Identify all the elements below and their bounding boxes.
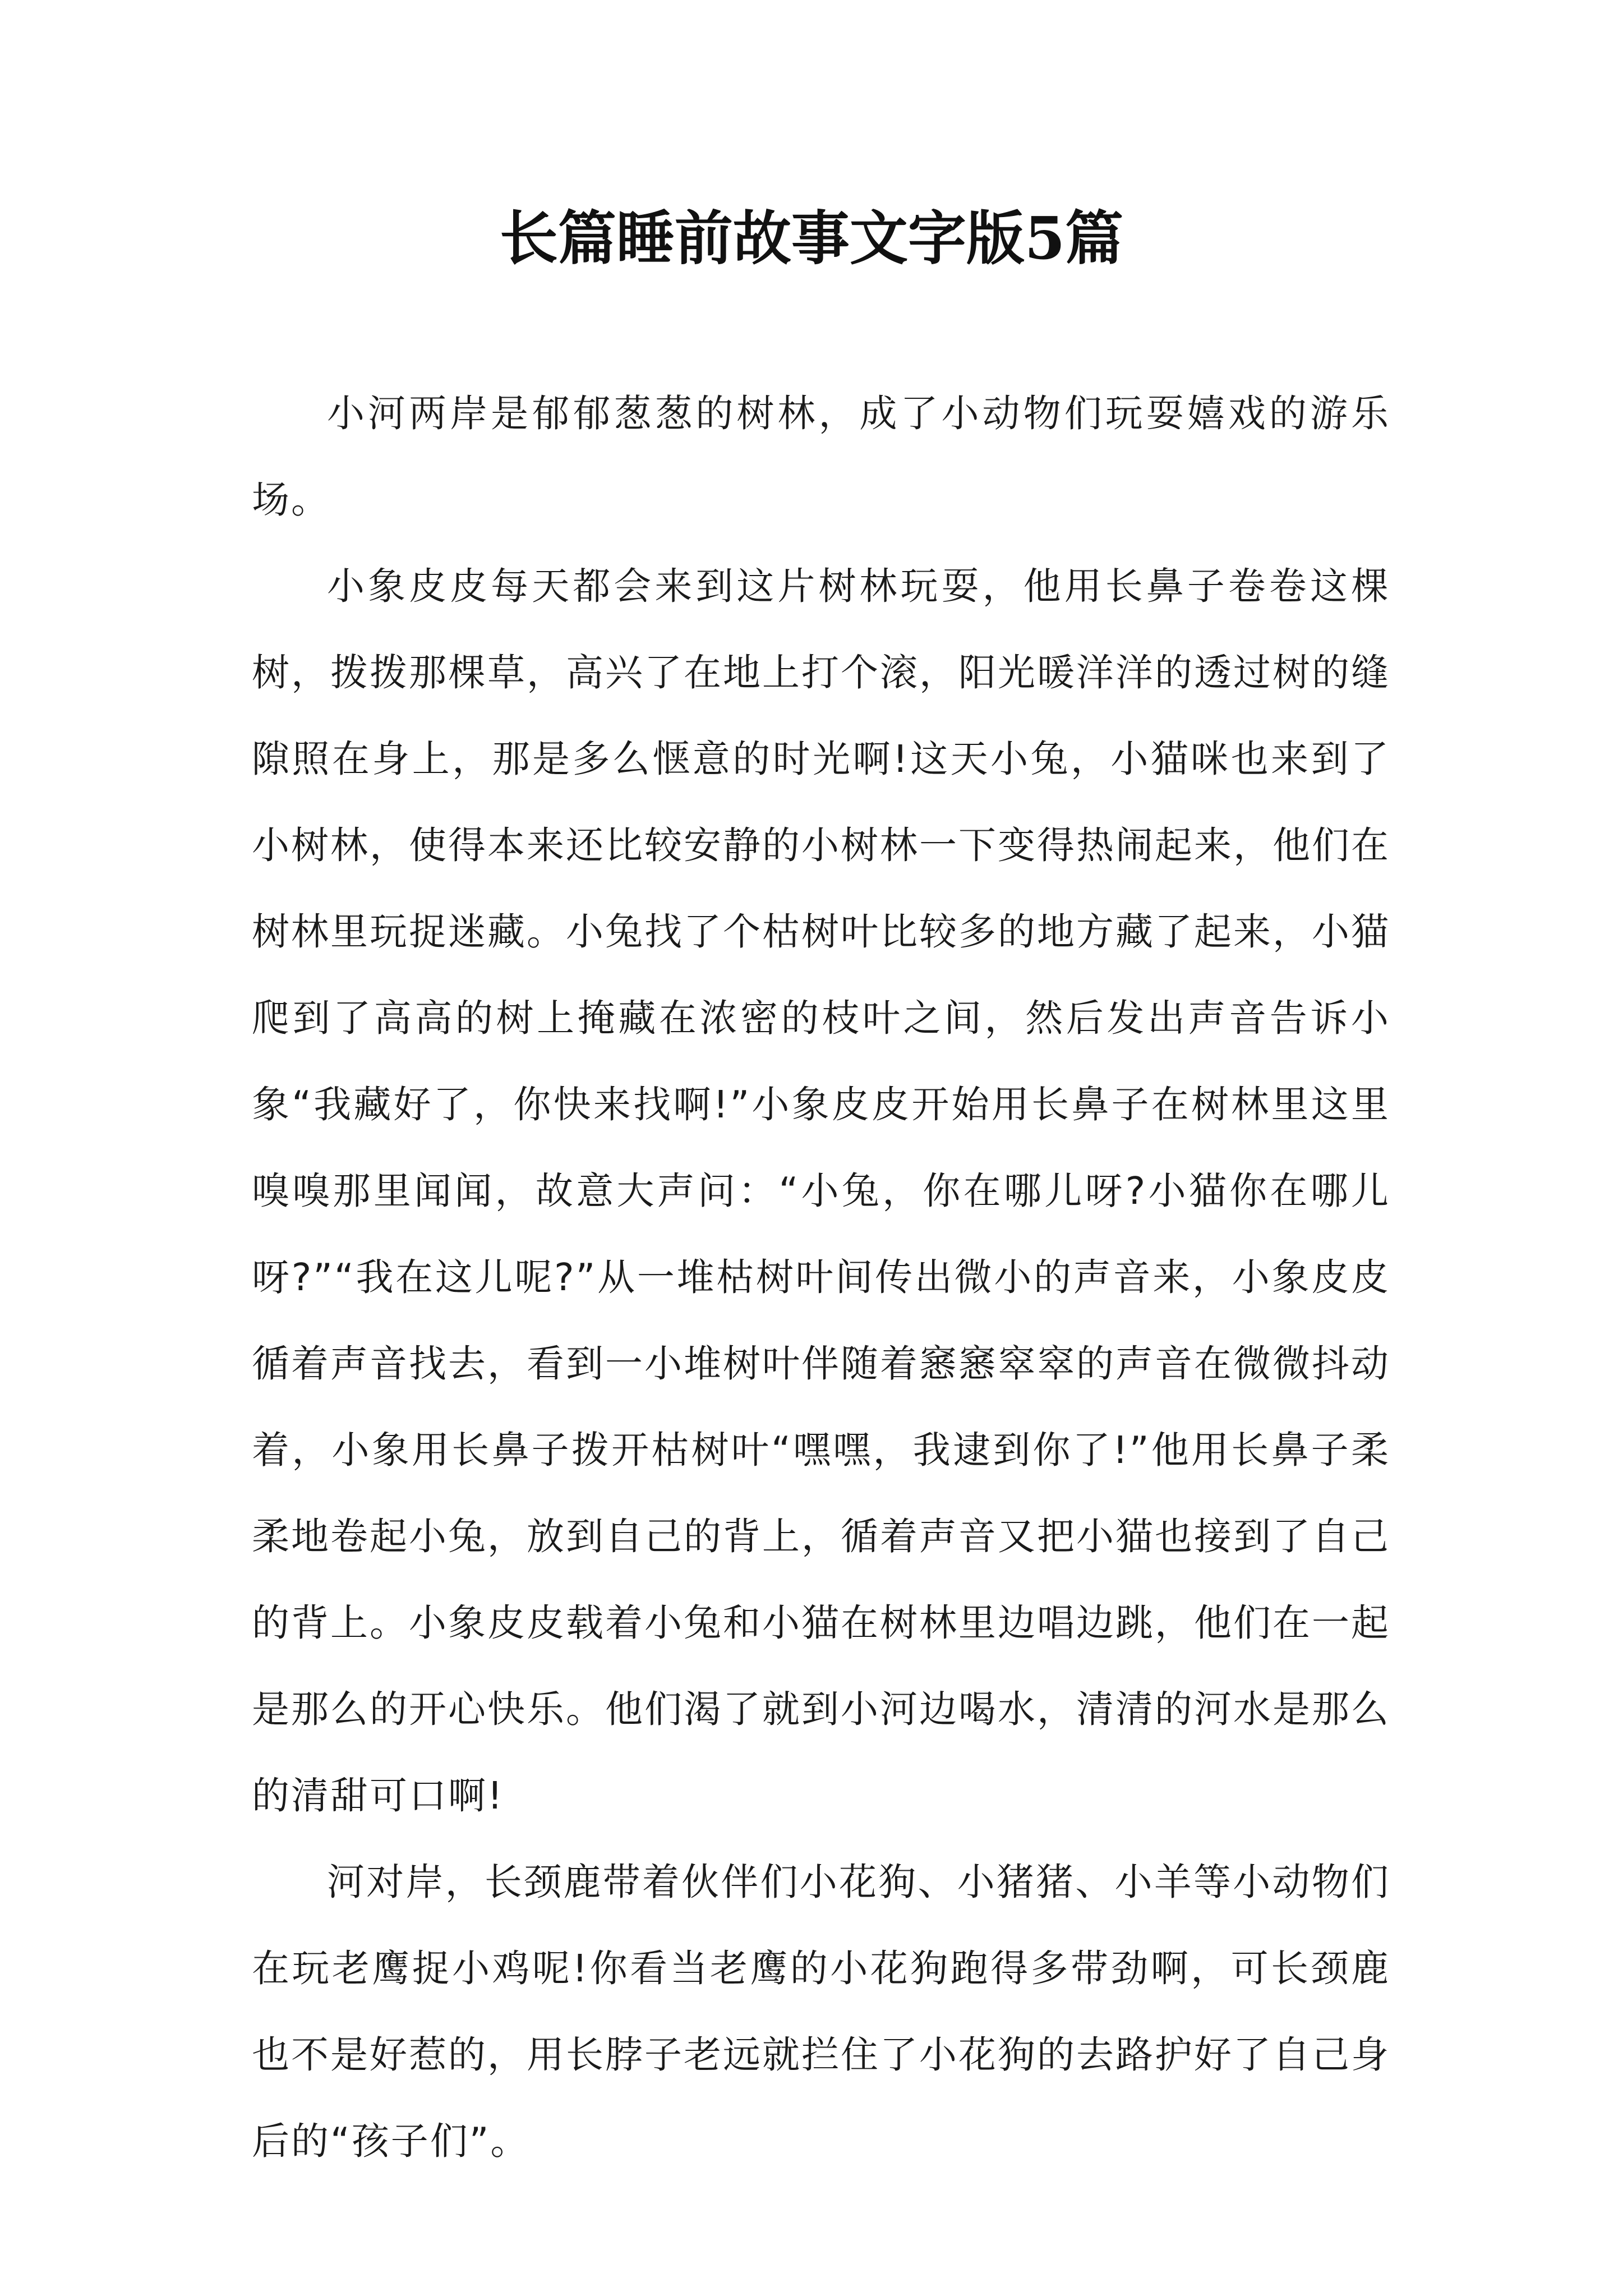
paragraph-3: 河对岸，长颈鹿带着伙伴们小花狗、小猪猪、小羊等小动物们在玩老鹰捉小鸡呢!你看当老鹰的小花狗跑得多带劲啊，可长颈鹿也不是好惹的，用长脖子老远就拦住了小花狗的去路护好了自己身后的“孩子们”。 xyxy=(252,1860,1390,2163)
paragraph-1: 小河两岸是郁郁葱葱的树林，成了小动物们玩耍嬉戏的游乐场。 xyxy=(252,392,1390,522)
paragraph-2: 小象皮皮每天都会来到这片树林玩耍，他用长鼻子卷卷这棵树，拨拨那棵草，高兴了在地上打个滚，阳光暖洋洋的透过树的缝隙照在身上，那是多么惬意的时光啊!这天小兔，小猫咪也来到了小树林，使得本来还比较安静的小树林一下变得热闹起来，他们在树林里玩捉迷藏。小兔找了个枯树叶比较多的地方藏了起来，小猫爬到了高高的树上掩藏在浓密的枝叶之间，然后发出声音告诉小象“我藏好了，你快来找啊!”小象皮皮开始用长鼻子在树林里这里嗅嗅那里闻闻，故意大声问：“小兔，你在哪儿呀?小猫你在哪儿呀?”“我在这儿呢?”从一堆枯树叶间传出微小的声音来，小象皮皮循着声音找去，看到一小堆树叶伴随着窸窸窣窣的声音在微微抖动着，小象用长鼻子拨开枯树叶“嘿嘿，我逮到你了!”他用长鼻子柔柔地卷起小兔，放到自己的背上，循着声音又把小猫也接到了自己的背上。小象皮皮载着小兔和小猫在树林里边唱边跳，他们在一起是那么的开心快乐。他们渴了就到小河边喝水，清清的河水是那么的清甜可口啊! xyxy=(252,564,1390,1818)
document-title: 长篇睡前故事文字版5篇 xyxy=(499,204,1124,273)
document-body xyxy=(252,370,1390,2184)
